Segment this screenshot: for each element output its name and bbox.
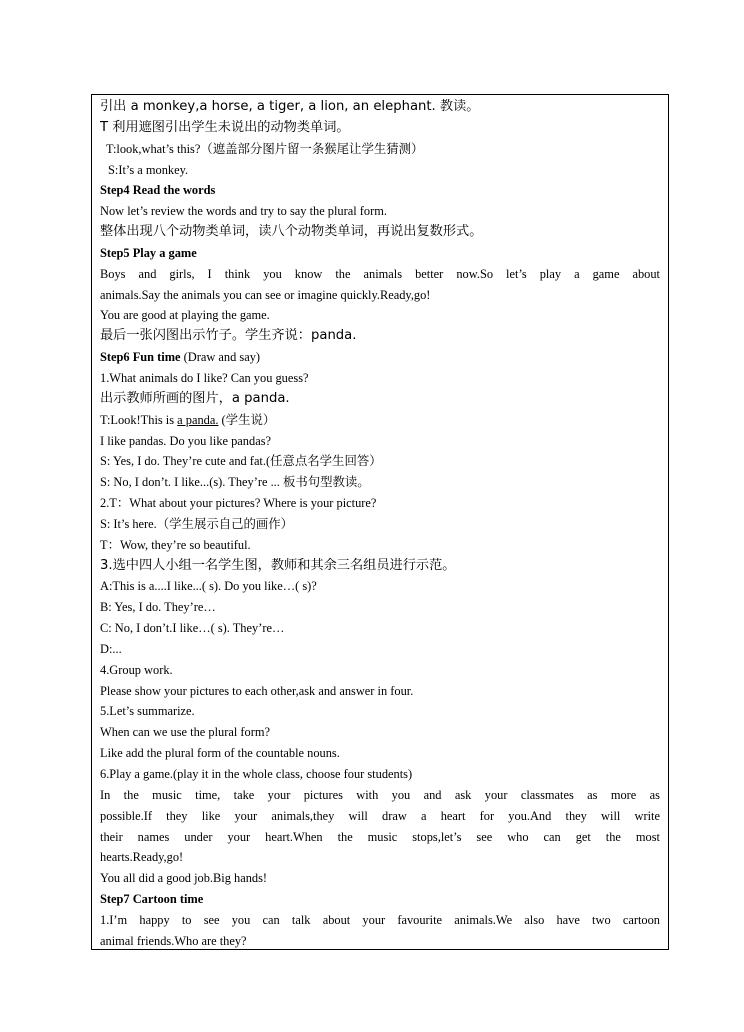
text-line: You are good at playing the game.: [100, 308, 270, 323]
text-segment: T:Look!This is: [100, 412, 178, 427]
text-line: 整体出现八个动物类单词，读八个动物类单词，再说出复数形式。: [100, 224, 483, 240]
underlined-answer: a panda.: [177, 412, 219, 427]
text-line: S: No, I don’t. I like...(s). They’re ... 板书句型教读。: [100, 475, 370, 490]
text-line: 1.I’m happy to see you can talk about your favourite animals.We also have two cartoon: [100, 912, 660, 927]
text-line: 4.Group work.: [100, 662, 173, 677]
text-line: D:...: [100, 641, 122, 656]
text-line: Please show your pictures to each other,ask and answer in four.: [100, 683, 414, 698]
text-line: S: It’s here.（学生展示自己的画作）: [100, 516, 294, 531]
text-line: 3.选中四人小组一名学生图，教师和其余三名组员进行示范。: [100, 557, 456, 573]
text-line: their names under your heart.When the music stops,let’s see who can get the most: [100, 829, 660, 844]
text-line: 出示教师所画的图片，a panda.: [100, 390, 290, 406]
text-line: B: Yes, I do. They’re…: [100, 600, 216, 615]
text-line: T 利用遮图引出学生未说出的动物类单词。: [100, 119, 350, 135]
text-line: Boys and girls, I think you know the animals better now.So let’s play a game about: [100, 266, 660, 281]
text-line: 1.What animals do I like? Can you guess?: [100, 370, 309, 385]
text-line: T:look,what’s this?（遮盖部分图片留一条猴尾让学生猜测）: [106, 141, 424, 156]
text-line: 5.Let’s summarize.: [100, 704, 195, 719]
text-line: Now let’s review the words and try to say the plural form.: [100, 204, 387, 219]
text-line: Like add the plural form of the countable nouns.: [100, 746, 340, 761]
text-line: In the music time, take your pictures with you and ask your classmates as more as: [100, 787, 660, 802]
text-line: I like pandas. Do you like pandas?: [100, 433, 272, 448]
text-line: [100, 410, 660, 431]
text-line: 2.T：What about your pictures? Where is your picture?: [100, 496, 377, 511]
text-line: animal friends.Who are they?: [100, 933, 247, 948]
step-heading: Step7 Cartoon time: [100, 892, 204, 907]
text-line: 最后一张闪图出示竹子。学生齐说：panda.: [100, 328, 357, 344]
text-line: S: Yes, I do. They’re cute and fat.(任意点名学生回答）: [100, 454, 382, 469]
text-line: A:This is a....I like...( s). Do you like…( s)?: [100, 579, 317, 594]
lesson-plan-cell: [91, 94, 669, 950]
text-line: C: No, I don’t.I like…( s). They’re…: [100, 621, 285, 636]
text-line: hearts.Ready,go!: [100, 850, 184, 865]
text-line: 6.Play a game.(play it in the whole class, choose four students): [100, 767, 413, 781]
text-segment: (学生说）: [218, 412, 276, 427]
step-heading: Step4 Read the words: [100, 183, 216, 198]
text-line: animals.Say the animals you can see or imagine quickly.Ready,go!: [100, 287, 431, 302]
text-line: You all did a good job.Big hands!: [100, 871, 268, 886]
step-heading: Step5 Play a game: [100, 245, 197, 260]
text-line: S:It’s a monkey.: [108, 162, 189, 177]
text-line: When can we use the plural form?: [100, 725, 270, 740]
step-subtitle: (Draw and say): [180, 350, 261, 365]
text-line: 引出 a monkey,a horse, a tiger, a lion, an elephant. 教读。: [100, 99, 480, 114]
text-line: possible.If they like your animals,they will draw a heart for you.And they will write: [100, 808, 660, 823]
text-line: T：Wow, they’re so beautiful.: [100, 537, 251, 552]
step-heading-line: [100, 347, 660, 368]
step-heading: Step6 Fun time: [100, 350, 181, 365]
